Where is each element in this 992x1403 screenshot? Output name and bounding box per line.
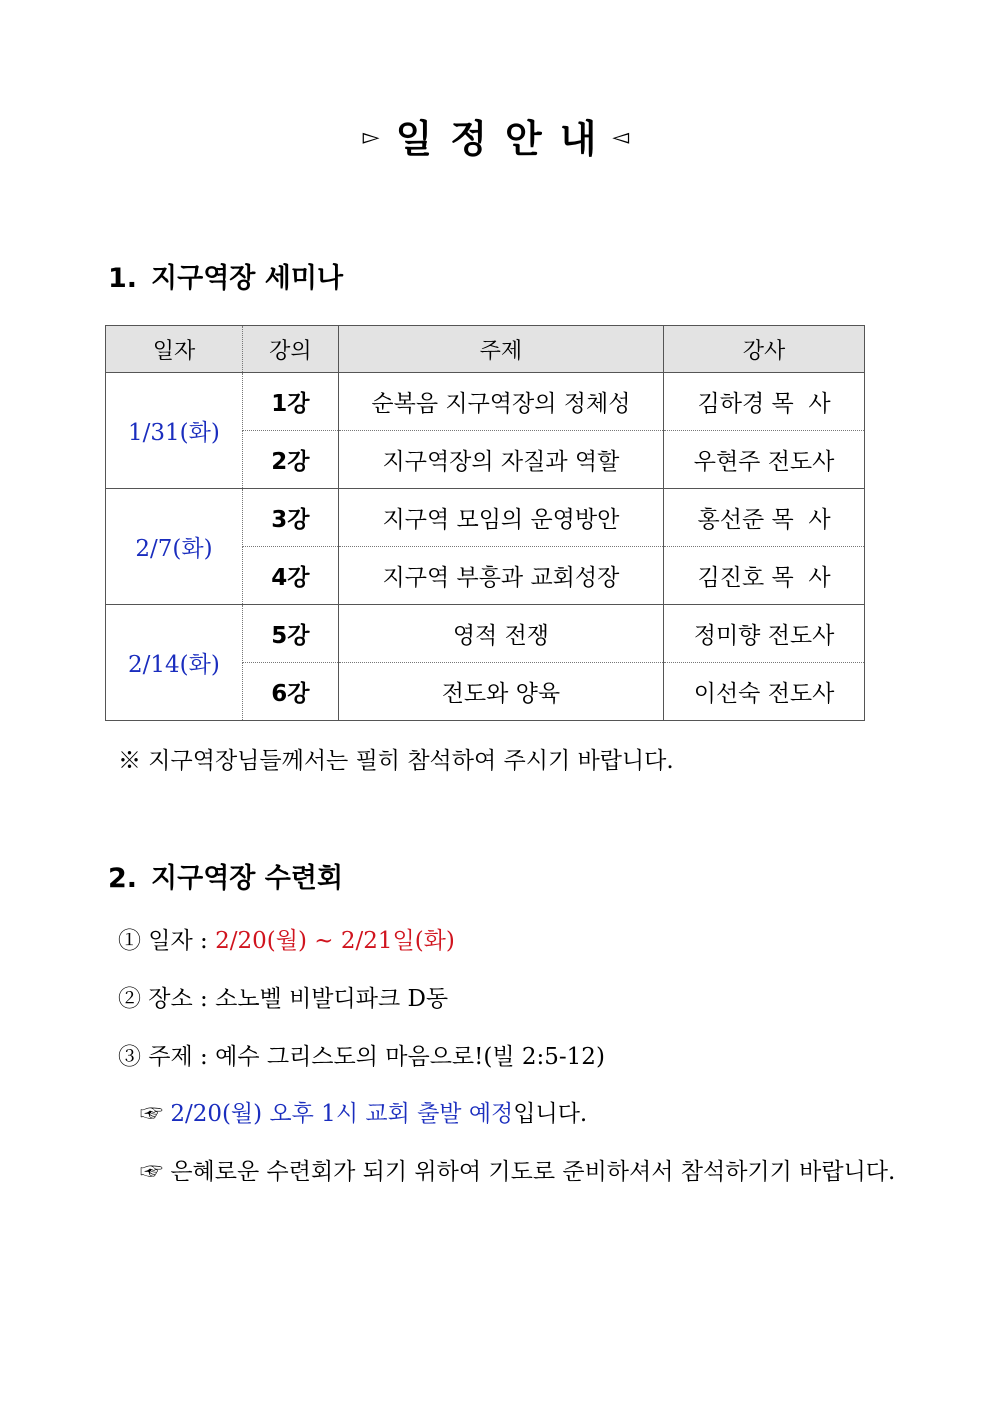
departure-suffix: 입니다. (513, 1101, 588, 1127)
retreat-theme-value: 예수 그리스도의 마음으로!(빌 2:5-12) (215, 1044, 605, 1070)
column-header-date: 일자 (106, 326, 243, 373)
topic-cell: 지구역 부흥과 교회성장 (338, 547, 663, 605)
topic-cell: 전도와 양육 (338, 663, 663, 721)
lecture-cell: 6강 (242, 663, 338, 721)
attendance-note: ※ 지구역장님들께서는 필히 참석하여 주시기 바랍니다. (118, 748, 674, 774)
retreat-date-item (118, 922, 455, 955)
column-header-lecture: 강의 (242, 326, 338, 373)
prayer-text: 은혜로운 수련회가 되기 위하여 기도로 준비하셔서 참석하기기 바랍니다. (170, 1159, 896, 1185)
retreat-theme-label: ③ 주제 : (118, 1044, 216, 1070)
lecture-cell: 5강 (242, 605, 338, 663)
speaker-cell: 정미향 전도사 (664, 605, 865, 663)
speaker-cell: 김하경 목 사 (664, 373, 865, 431)
date-cell: 2/14(화) (106, 605, 243, 721)
speaker-cell: 김진호 목 사 (664, 547, 865, 605)
topic-cell: 영적 전쟁 (338, 605, 663, 663)
page-title-text: 일정안내 (395, 117, 615, 161)
retreat-place-label: ② 장소 : (118, 986, 216, 1012)
table-row (106, 373, 865, 431)
column-header-topic: 주제 (338, 326, 663, 373)
retreat-date-label: ① 일자 : (118, 928, 216, 954)
section-heading-seminar (108, 256, 343, 295)
table-header-row (106, 326, 865, 373)
pointing-hand-icon: ☞ (140, 1159, 171, 1185)
speaker-cell: 이선숙 전도사 (664, 663, 865, 721)
prayer-note (140, 1153, 895, 1186)
triangle-left-icon: ◅ (612, 125, 630, 150)
lecture-cell: 1강 (242, 373, 338, 431)
speaker-cell: 우현주 전도사 (664, 431, 865, 489)
lecture-cell: 3강 (242, 489, 338, 547)
seminar-schedule-table (105, 325, 865, 721)
page-title (0, 108, 992, 163)
pointing-hand-icon: ☞ (140, 1101, 171, 1127)
section-number: 1. (108, 263, 138, 294)
date-cell: 1/31(화) (106, 373, 243, 489)
retreat-place-item (118, 980, 448, 1013)
date-cell: 2/7(화) (106, 489, 243, 605)
column-header-speaker: 강사 (664, 326, 865, 373)
topic-cell: 순복음 지구역장의 정체성 (338, 373, 663, 431)
section-title: 지구역장 세미나 (151, 263, 344, 294)
triangle-right-icon: ▻ (362, 125, 380, 150)
table-row (106, 605, 865, 663)
section-heading-retreat (108, 856, 343, 895)
departure-note (140, 1095, 587, 1128)
section-number: 2. (108, 863, 138, 894)
topic-cell: 지구역 모임의 운영방안 (338, 489, 663, 547)
table-row (106, 489, 865, 547)
section-title: 지구역장 수련회 (151, 863, 344, 894)
retreat-date-value: 2/20(월) ~ 2/21일(화) (215, 928, 455, 954)
retreat-place-value: 소노벨 비발디파크 D동 (215, 986, 449, 1012)
lecture-cell: 2강 (242, 431, 338, 489)
speaker-cell: 홍선준 목 사 (664, 489, 865, 547)
lecture-cell: 4강 (242, 547, 338, 605)
departure-highlight: 2/20(월) 오후 1시 교회 출발 예정 (170, 1101, 514, 1127)
retreat-theme-item (118, 1038, 605, 1071)
topic-cell: 지구역장의 자질과 역할 (338, 431, 663, 489)
